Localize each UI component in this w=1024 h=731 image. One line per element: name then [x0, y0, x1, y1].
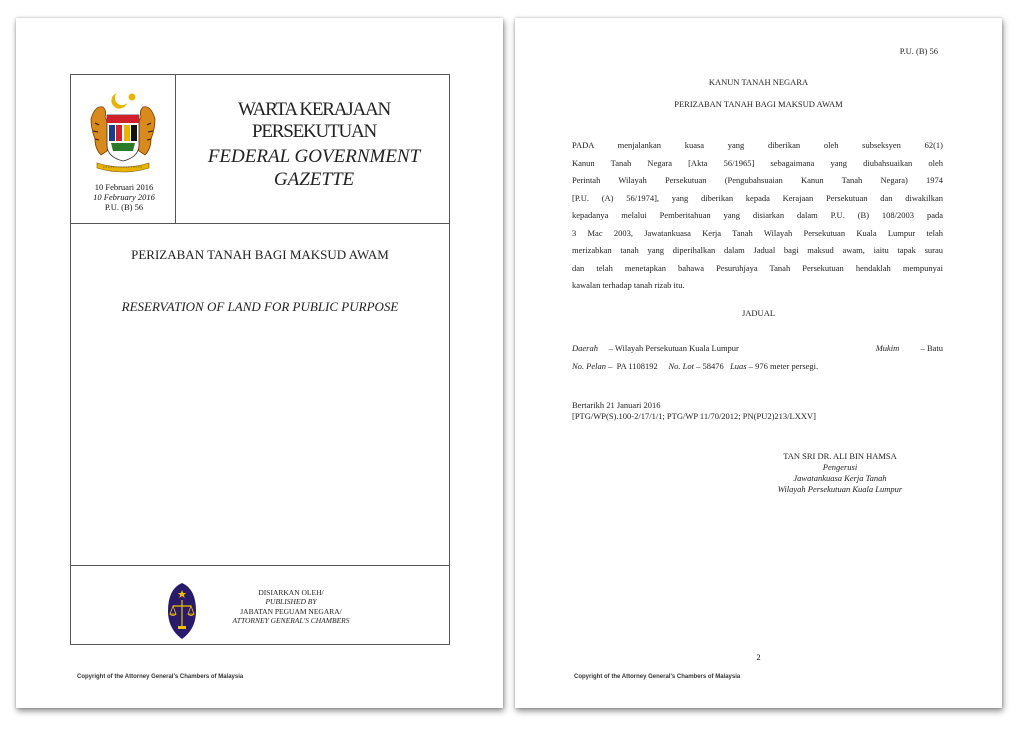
- lot-value: 58476: [702, 361, 724, 371]
- mukim-label: Mukim: [875, 343, 900, 353]
- copyright-notice: Copyright of the Attorney General's Chambers of Malaysia: [574, 674, 741, 680]
- page-reference: P.U. (B) 56: [899, 46, 938, 56]
- luas-label: Luas –: [730, 361, 753, 371]
- notice-body: [572, 137, 943, 295]
- schedule-row-district: [572, 343, 943, 353]
- date-english: 10 February 2016: [93, 192, 155, 202]
- masthead-english-line1: FEDERAL GOVERNMENT: [207, 146, 421, 167]
- coat-of-arms-icon: [87, 89, 159, 179]
- publisher-malay: JABATAN PEGUAM NEGARA/: [240, 606, 342, 616]
- gazette-date-block: [77, 182, 171, 212]
- gazette-cover-page: [16, 18, 503, 708]
- publisher-english-label: PUBLISHED BY: [265, 597, 317, 607]
- daerah-label: Daerah: [572, 343, 598, 353]
- lot-label: No. Lot –: [668, 361, 701, 371]
- body-line: PADA menjalankan kuasa yang diberikan oleh subseksyen 62(1): [572, 140, 943, 150]
- body-line: 3 Mac 2003, Jawatankuasa Kerja Tanah Wilayah Persekutuan Kuala Lumpur telah: [572, 227, 943, 238]
- notice-title: PERIZABAN TANAH BAGI MAKSUD AWAM: [674, 99, 843, 109]
- pelan-label: No. Pelan –: [572, 361, 613, 371]
- file-reference: [PTG/WP(S).100-2/17/1/1; PTG/WP 11/70/2012; PN(PU2)213/LXXV]: [572, 411, 816, 421]
- body-line: kepadanya melalui Pemberitahuan yang disiarkan dalam P.U. (B) 108/2003 pada: [572, 210, 943, 220]
- masthead-english: [183, 145, 445, 191]
- pelan-value: PA 1108192: [616, 361, 658, 371]
- page-number: 2: [756, 652, 761, 662]
- signatory-name: TAN SRI DR. ALI BIN HAMSA: [783, 451, 897, 461]
- publisher-english: ATTORNEY GENERAL'S CHAMBERS: [232, 616, 350, 626]
- copyright-notice: Copyright of the Attorney General's Chambers of Malaysia: [77, 674, 244, 680]
- masthead-divider: [175, 75, 176, 223]
- act-title: KANUN TANAH NEGARA: [708, 77, 809, 87]
- luas-value: 976 meter persegi.: [755, 361, 819, 371]
- schedule-title: JADUAL: [741, 308, 776, 318]
- notice-title-malay: PERIZABAN TANAH BAGI MAKSUD AWAM: [131, 247, 389, 262]
- body-line: dan telah menetapkan bahawa Pesuruhjaya Tanah Persekutuan hendaklah mempunyai: [572, 262, 943, 273]
- publisher-malay-label: DISIARKAN OLEH/: [258, 588, 324, 597]
- body-line: merizabkan tanah yang diperihalkan dalam Jadual bagi maksud awam, iaitu tapak surau: [572, 245, 943, 255]
- signature-block: [740, 451, 940, 495]
- gazette-notice-page: [515, 18, 1002, 708]
- daerah-value: – Wilayah Persekutuan Kuala Lumpur: [608, 343, 739, 353]
- signatory-committee: Jawatankuasa Kerja Tanah: [793, 473, 887, 483]
- masthead-malay: WARTA KERAJAAN PERSEKUTUAN: [237, 99, 391, 142]
- date-malay: 10 Februari 2016: [94, 182, 154, 192]
- signatory-region: Wilayah Persekutuan Kuala Lumpur: [777, 484, 903, 494]
- notice-title-english: RESERVATION OF LAND FOR PUBLIC PURPOSE: [121, 299, 399, 314]
- schedule-row-lot: [572, 361, 943, 371]
- scales-of-justice-icon: [167, 582, 197, 640]
- body-line: Perintah Wilayah Persekutuan (Pengubahsuaian Kanun Tanah Negara) 1974: [572, 175, 943, 185]
- masthead-english-line2: GAZETTE: [273, 169, 355, 190]
- body-line: kawalan terhadap tanah rizab itu.: [572, 280, 685, 290]
- publisher-top-rule: [71, 565, 449, 566]
- mukim-value: – Batu: [920, 343, 943, 353]
- publisher-block: [211, 588, 371, 626]
- masthead-bottom-rule: [71, 223, 449, 224]
- gazette-reference: P.U. (B) 56: [104, 202, 144, 212]
- gazette-frame: [70, 74, 450, 645]
- body-line: Kanun Tanah Negara [Akta 56/1965] sebagaimana yang diubahsuaikan oleh: [572, 157, 943, 168]
- body-line: [P.U. (A) 56/1974], yang diberikan kepada Kerajaan Persekutuan dan diwakilkan: [572, 192, 943, 203]
- signatory-role: Pengerusi: [822, 462, 858, 472]
- dated-line: Bertarikh 21 Januari 2016: [572, 400, 661, 410]
- dated-block: [572, 400, 816, 422]
